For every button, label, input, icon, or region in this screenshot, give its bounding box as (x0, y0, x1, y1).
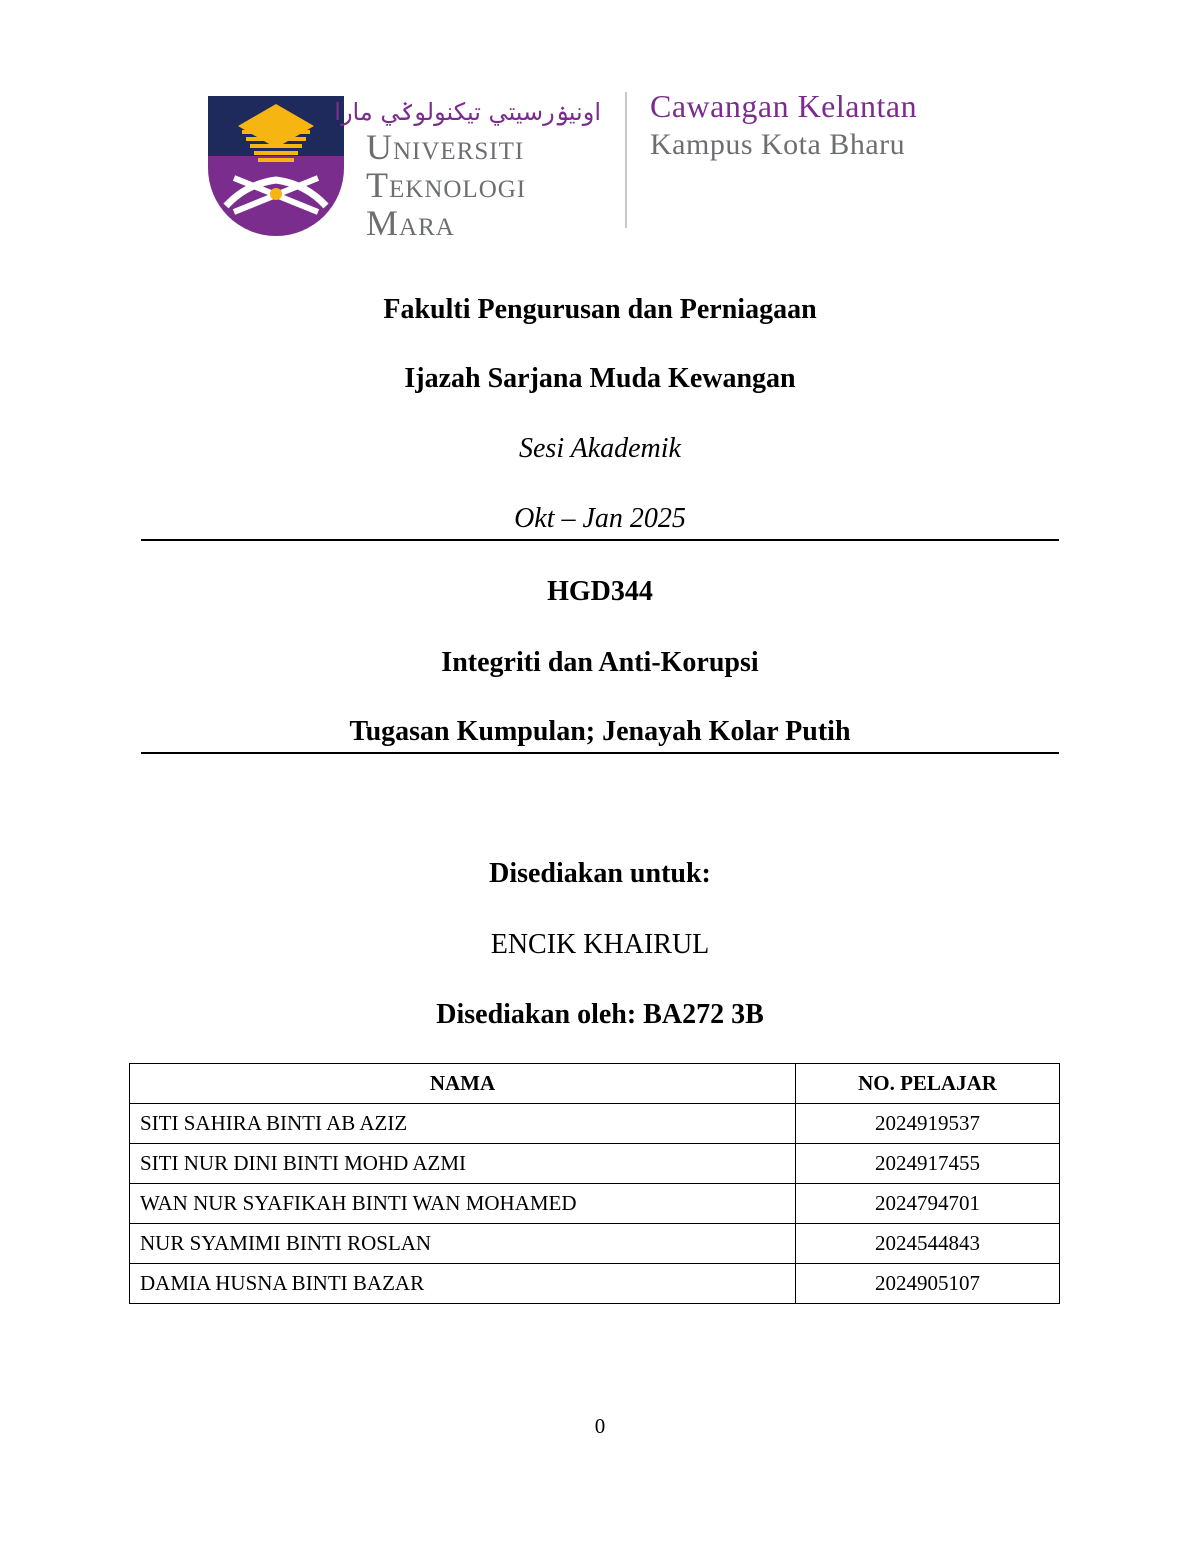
prepared-by: Disediakan oleh: BA272 3B (436, 999, 764, 1030)
faculty-title: Fakulti Pengurusan dan Perniagaan (383, 294, 817, 325)
divider-bottom (141, 752, 1059, 754)
table-row (130, 1104, 1060, 1144)
university-name (366, 128, 526, 242)
header-nama: NAMA (130, 1064, 796, 1104)
uitm-logo (206, 88, 996, 243)
logo-divider (625, 92, 627, 228)
table-row (130, 1184, 1060, 1224)
prepared-for-label: Disediakan untuk: (489, 858, 711, 889)
student-id: 2024544843 (796, 1224, 1060, 1264)
campus-branch: Cawangan Kelantan (650, 88, 918, 124)
page-number: 0 (594, 1414, 606, 1438)
table-row (130, 1264, 1060, 1304)
table-row (130, 1144, 1060, 1184)
jawi-text: اونيۏرسيتي تيکنولوݢي مارا (334, 98, 601, 126)
lecturer-name: ENCIK KHAIRUL (490, 929, 710, 960)
assignment-title: Tugasan Kumpulan; Jenayah Kolar Putih (349, 716, 851, 747)
student-id: 2024905107 (796, 1264, 1060, 1304)
divider-top (141, 539, 1059, 541)
table-row (130, 1224, 1060, 1264)
university-line-2: Teknologi (366, 165, 527, 205)
uitm-crest-icon (206, 94, 346, 236)
student-name: WAN NUR SYAFIKAH BINTI WAN MOHAMED (130, 1184, 796, 1224)
student-name: SITI NUR DINI BINTI MOHD AZMI (130, 1144, 796, 1184)
course-code: HGD344 (547, 576, 653, 607)
university-line-3: Mara (366, 203, 455, 243)
student-id: 2024794701 (796, 1184, 1060, 1224)
course-name: Integriti dan Anti-Korupsi (441, 647, 759, 678)
student-id: 2024917455 (796, 1144, 1060, 1184)
jawi-script-logo (334, 92, 601, 132)
header-no-pelajar: NO. PELAJAR (796, 1064, 1060, 1104)
university-line-1: Universiti (366, 127, 525, 167)
session-label: Sesi Akademik (519, 433, 681, 464)
session-value: Okt – Jan 2025 (514, 503, 686, 534)
student-name: NUR SYAMIMI BINTI ROSLAN (130, 1224, 796, 1264)
student-name: SITI SAHIRA BINTI AB AZIZ (130, 1104, 796, 1144)
student-id: 2024919537 (796, 1104, 1060, 1144)
campus-name: Kampus Kota Bharu (650, 128, 906, 161)
table-header-row (130, 1064, 1060, 1104)
student-table (129, 1063, 1060, 1304)
student-name: DAMIA HUSNA BINTI BAZAR (130, 1264, 796, 1304)
program-title: Ijazah Sarjana Muda Kewangan (404, 363, 796, 394)
